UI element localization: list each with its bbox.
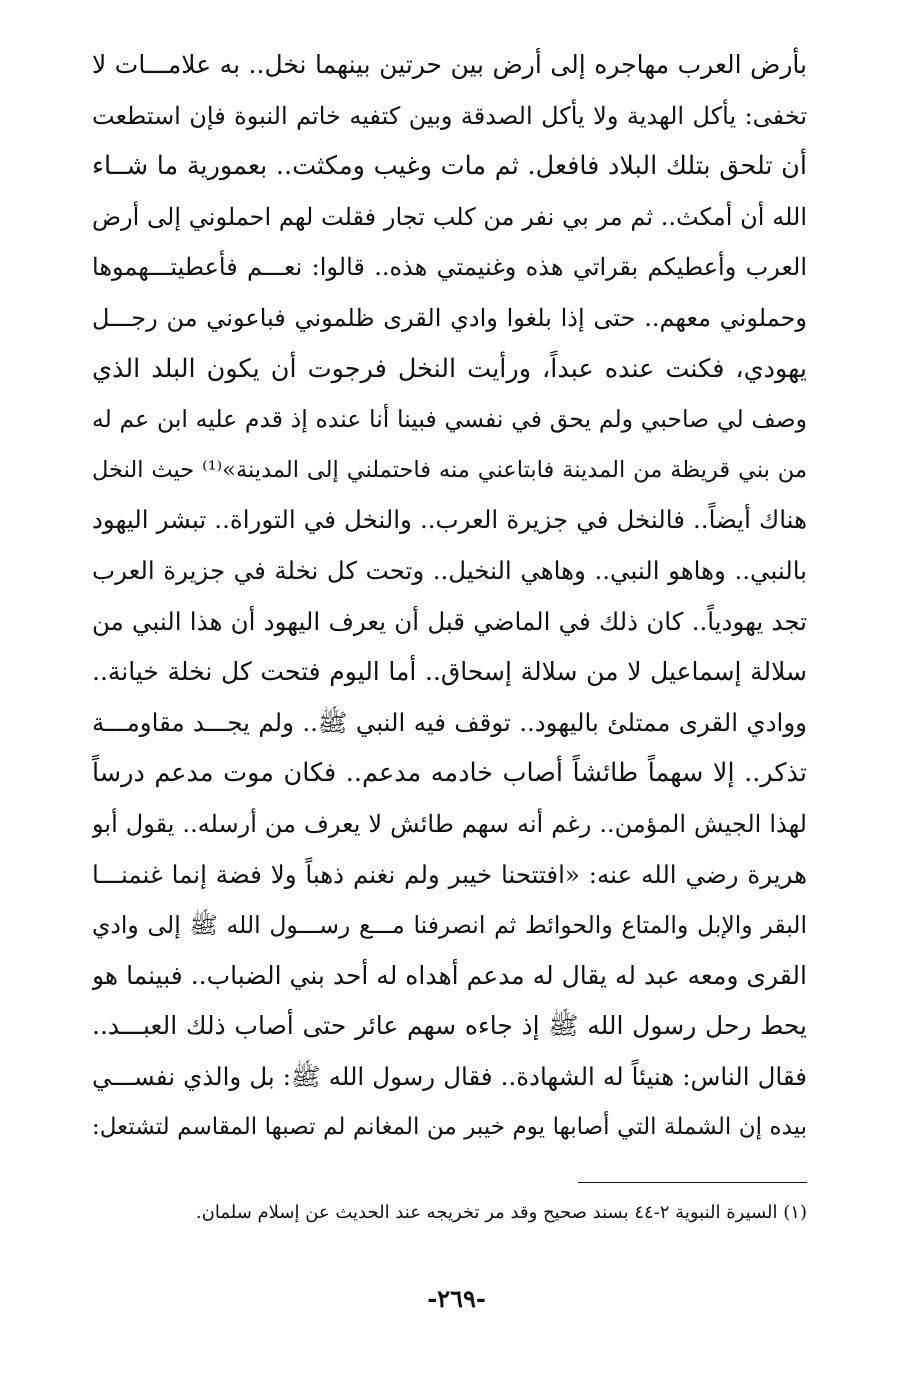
text-line-4: الله أن أمكث.. ثم مر بي نفر من كلب تجار فقلت لهم احملوني إلى أرض [92,202,807,231]
text-line-22: بيده إن الشملة التي أصابها يوم خيبر من المغانم لم تصبها المقاسم لتشتعل: [92,1114,807,1141]
text-line-8: وصف لي صاحبي ولم يحق في نفسي فبينا أنا عنده إذ قدم عليه ابن عم له [92,405,807,434]
text-line-9: من بني قريظة من المدينة فابتاعني منه فاحتملني إلى المدينة»⁽¹⁾ حيث النخل [92,456,807,483]
footnote: (١) السيرة النبوية ٢-٤٤ بسند صحيح وقد مر تخريجه عند الحديث عن إسلام سلمان. [195,1202,807,1223]
text-line-14: ووادي القرى ممتلئ باليهود.. توقف فيه النبي ﷺ.. ولم يجـــد مقاومـــة [92,707,807,737]
footnote-divider [578,1182,807,1183]
text-line-3: أن تلحق بتلك البلاد فافعل. ثم مات وغيب ومكثت.. بعمورية ما شــاء [92,151,807,182]
body-text [92,40,807,1153]
text-line-2: تخفى: يأكل الهدية ولا يأكل الصدقة وبين كتفيه خاتم النبوة فإن استطعت [92,101,807,130]
text-line-10: هناك أيضاً.. فالنخل في جزيرة العرب.. والنخل في التوراة.. تبشر اليهود [92,505,807,535]
text-line-5: العرب وأعطيكم بقراتي هذه وغنيمتي هذه.. قالوا: نعـــم فأعطيتـــهموها [92,253,807,282]
text-line-1: بأرض العرب مهاجره إلى أرض بين حرتين بينهما نخل.. به علامـــات لا [92,50,807,79]
text-line-15: تذكر.. إلا سهماً طائشاً أصاب خادمه مدعم.. فكان موت مدعم درساً [92,758,807,789]
text-line-18: البقر والإبل والمتاع والحوائط ثم انصرفنا مـــع رســـول الله ﷺ إلى وادي [92,911,807,940]
text-line-12: تجد يهودياً.. كان ذلك في الماضي قبل أن يعرف اليهود أن هذا النبي من [92,606,807,636]
text-line-19: القرى ومعه عبد له يقال له مدعم أهداه له أحد بني الضباب.. فبينما هو [92,960,807,990]
text-line-6: وحملوني معهم.. حتى إذا بلغوا وادي القرى ظلموني فباعوني من رجـــل [92,303,807,332]
page-number: -٢٦٩- [427,1284,486,1313]
text-line-13: سلالة إسماعيل لا من سلالة إسحاق.. أما اليوم فتحت كل نخلة خيانة.. [92,657,807,687]
text-line-16: لهذا الجيش المؤمن.. رغم أنه سهم طائش لا يعرف من أرسله.. يقول أبو [92,809,807,838]
text-line-21: فقال الناس: هنيئاً له الشهادة.. فقال رسول الله ﷺ: بل والذي نفســـي [92,1061,807,1091]
text-line-17: هريرة رضي الله عنه: «افتتحنا خيبر ولم نغنم ذهباً ولا فضة إنما غنمنـــا [92,859,807,889]
text-line-7: يهودي، فكنت عنده عبداً، ورأيت النخل فرجوت أن يكون البلد الذي [92,353,807,384]
text-line-11: بالنبي.. وهاهو النبي.. وهاهي النخيل.. وتحت كل نخلة في جزيرة العرب [92,555,807,585]
text-line-20: يحط رحل رسول الله ﷺ إذ جاءه سهم عائر حتى أصاب ذلك العبـــد.. [92,1011,807,1041]
